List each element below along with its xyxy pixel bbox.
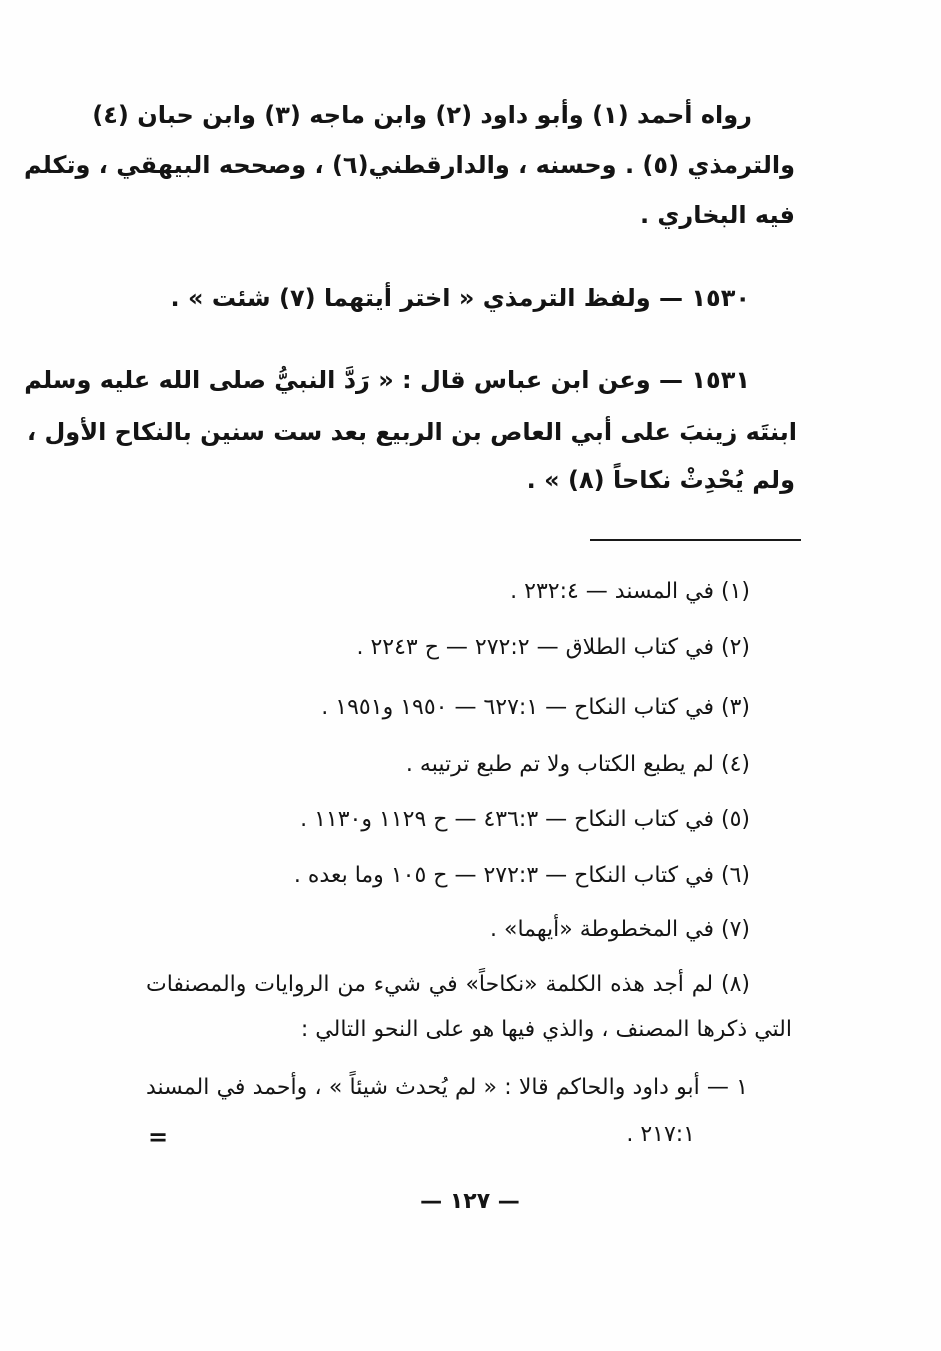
footnote-3: (٣) في كتاب النكاح — ٦٢٧:١ — ١٩٥٠ و١٩٥١ . <box>321 695 750 720</box>
hadith-1531-line-1: ١٥٣١ — وعن ابن عباس قال : « رَدَّ النبيُّ صلى الله عليه وسلم <box>24 366 750 394</box>
continuation-mark: = <box>148 1123 169 1151</box>
footnote-8-item-1-line-1: ١ — أبو داود والحاكم قالا : « لم يُحدث شيئاً » ، وأحمد في المسند <box>146 1075 748 1100</box>
footnote-8-item-1-line-2: ٢١٧:١ . <box>626 1122 695 1147</box>
hadith-1531-line-3: ولم يُحْدِثْ نكاحاً (٨) » . <box>526 466 795 494</box>
intro-line-3: فيه البخاري . <box>639 201 795 229</box>
footnote-7: (٧) في المخطوطة «أيهما» . <box>490 917 750 942</box>
footnote-5: (٥) في كتاب النكاح — ٤٣٦:٣ — ح ١١٢٩ و١١٣٠ . <box>300 807 750 832</box>
page-number: — ١٢٧ — <box>420 1189 520 1214</box>
hadith-1530: ١٥٣٠ — ولفظ الترمذي « اختر أيتهما (٧) شئت » . <box>170 284 750 312</box>
intro-line-1: رواه أحمد (١) وأبو داود (٢) وابن ماجه (٣) وابن حبان (٤) <box>92 101 752 129</box>
footnote-6: (٦) في كتاب النكاح — ٢٧٢:٣ — ح ١٠٥ وما بعده . <box>293 863 750 888</box>
footnote-separator <box>590 539 801 541</box>
footnote-8-line-1: (٨) لم أجد هذه الكلمة «نكاحاً» في شيء من الروايات والمصنفات <box>146 972 750 997</box>
footnote-8-line-2: التي ذكرها المصنف ، والذي فيها هو على النحو التالي : <box>300 1017 792 1042</box>
footnote-1: (١) في المسند — ٢٣٢:٤ . <box>510 579 750 604</box>
footnote-2: (٢) في كتاب الطلاق — ٢٧٢:٢ — ح ٢٢٤٣ . <box>356 635 750 660</box>
hadith-1531-line-2: ابنتَه زينبَ على أبي العاص بن الربيع بعد ست سنين بالنكاح الأول ، <box>26 418 797 446</box>
footnote-4: (٤) لم يطبع الكتاب ولا تم طبع ترتيبه . <box>405 752 750 777</box>
intro-line-2: والترمذي (٥) . وحسنه ، والدارقطني(٦) ، وصححه البيهقي ، وتكلم <box>23 151 795 179</box>
